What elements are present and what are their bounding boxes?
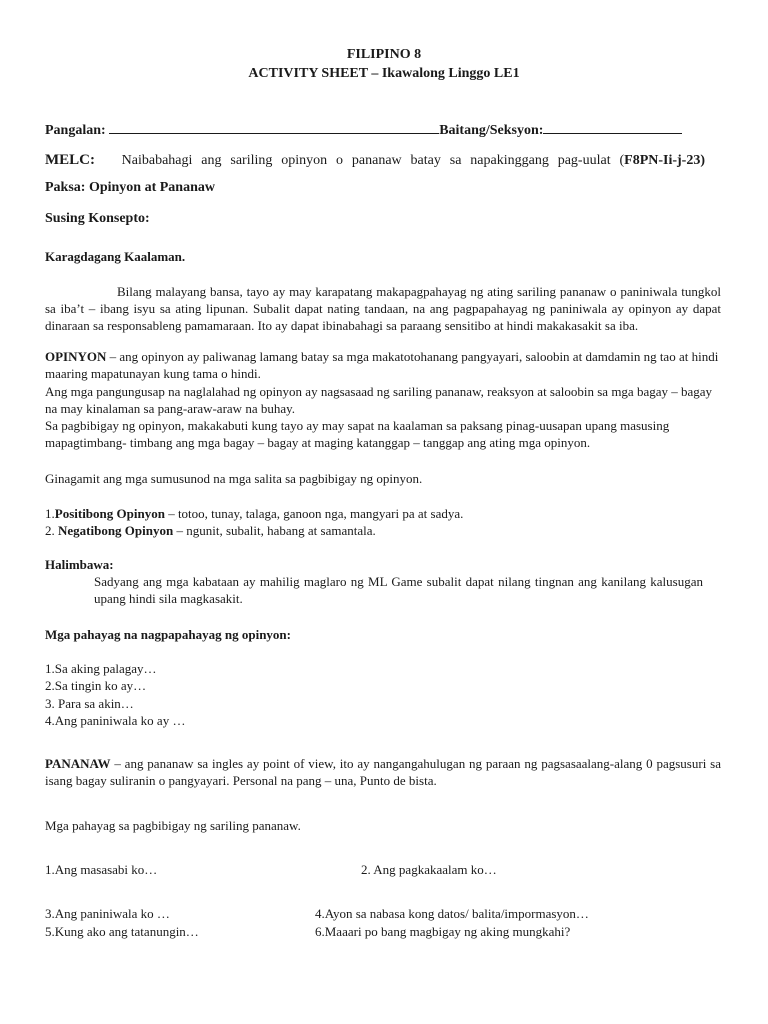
melc-line	[45, 152, 705, 169]
section-label: Baitang/Seksyon:	[439, 123, 544, 138]
melc-label: MELC:	[45, 152, 95, 168]
topic: Paksa: Opinyon at Pananaw	[45, 180, 215, 195]
view-phrase-item: 6.Maaari po bang magbigay ng aking mungkahi?	[315, 924, 571, 939]
pananaw-definition: PANANAW – ang pananaw sa ingles ay point of view, ito ay nangangahulugan ng paraan ng pagsasaalang-alang 0 pagsusuri sa isang bagay suliranin o pangyayari. Personal na pang – una, Punto de bista.	[45, 756, 721, 788]
view-phrase-item: 1.Ang masasabi ko…	[45, 862, 158, 877]
view-phrases-heading: Mga pahayag sa pagbibigay ng sariling pananaw.	[45, 818, 301, 833]
melc-text: Naibabahagi ang sariling opinyon o pananaw batay sa napakinggang pag-uulat (	[121, 153, 625, 168]
opinion-phrase-item: 3. Para sa akin…	[45, 696, 134, 711]
pananaw-term: PANANAW	[45, 756, 111, 771]
opinion-phrase-item: 2.Sa tingin ko ay…	[45, 678, 147, 693]
activity-title: ACTIVITY SHEET – Ikawalong Linggo LE1	[248, 66, 520, 81]
negative-opinion-item: 2. Negatibong Opinyon – ngunit, subalit, habang at samantala.	[45, 523, 376, 538]
opinion-phrases-heading: Mga pahayag na nagpapahayag ng opinyon:	[45, 627, 291, 642]
additional-paragraph: Bilang malayang bansa, tayo ay may karapatang makapagpahayag ng ating sariling pananaw o paniniwala tungkol sa iba’t – ibang isyu sa ating lipunan. Subalit dapat nating tandaan, na ang pagpapahayag ng paniniwala ay opinyon ay dapat dinaraan sa responsableng pamamaraan. Ito ay dapat ibinabahagi sa paraang sensitibo at hindi makakasakit sa iba.	[45, 284, 721, 333]
example-text: Sadyang ang mga kabataan ay mahilig maglaro ng ML Game subalit dapat nilang tingnan ang kanilang kalusugan upang hindi sila magkasakit.	[94, 574, 703, 606]
section-blank[interactable]	[543, 119, 682, 134]
view-phrase-item: 4.Ayon sa nabasa kong datos/ balita/impormasyon…	[315, 906, 589, 921]
name-section-line	[45, 119, 682, 139]
view-phrase-item: 5.Kung ako ang tatanungin…	[45, 924, 199, 939]
melc-code: F8PN-Ii-j-23)	[624, 153, 706, 168]
name-blank[interactable]	[109, 119, 439, 134]
example-heading: Halimbawa:	[45, 557, 114, 572]
additional-heading: Karagdagang Kaalaman.	[45, 249, 186, 264]
key-concept-heading: Susing Konsepto:	[45, 211, 150, 226]
name-label: Pangalan:	[45, 123, 106, 138]
opinion-phrase-item: 4.Ang paniniwala ko ay …	[45, 713, 186, 728]
view-phrase-item: 3.Ang paniniwala ko …	[45, 906, 170, 921]
opinyon-paragraph-2: Ang mga pangungusap na naglalahad ng opinyon ay nagsasaad ng sariling pananaw, reaksyon at saloobin sa mga bagay – bagay na may kinalaman sa pang-araw-araw na buhay.	[45, 384, 713, 416]
positive-opinion-item: 1.Positibong Opinyon – totoo, tunay, talaga, ganoon nga, mangyari pa at sadya.	[45, 506, 464, 521]
opinyon-definition: OPINYON – ang opinyon ay paliwanag lamang batay sa mga makatotohanang pangyayari, saloobin at damdamin ng tao at hindi maaring mapatunayan kung tama o hindi.	[45, 349, 719, 381]
opinyon-term: OPINYON	[45, 349, 107, 364]
opinion-phrase-item: 1.Sa aking palagay…	[45, 661, 157, 676]
view-phrase-item: 2. Ang pagkakaalam ko…	[361, 862, 497, 877]
words-intro: Ginagamit ang mga sumusunod na mga salita sa pagbibigay ng opinyon.	[45, 471, 423, 486]
opinyon-paragraph-3: Sa pagbibigay ng opinyon, makakabuti kung tayo ay may sapat na kaalaman sa paksang pinag-uusapan upang masusing mapagtimbang- timbang ang mga bagay – bagay at maging katanggap – tanggap ang ating mga opinyon.	[45, 418, 670, 450]
subject-title: FILIPINO 8	[346, 47, 422, 62]
